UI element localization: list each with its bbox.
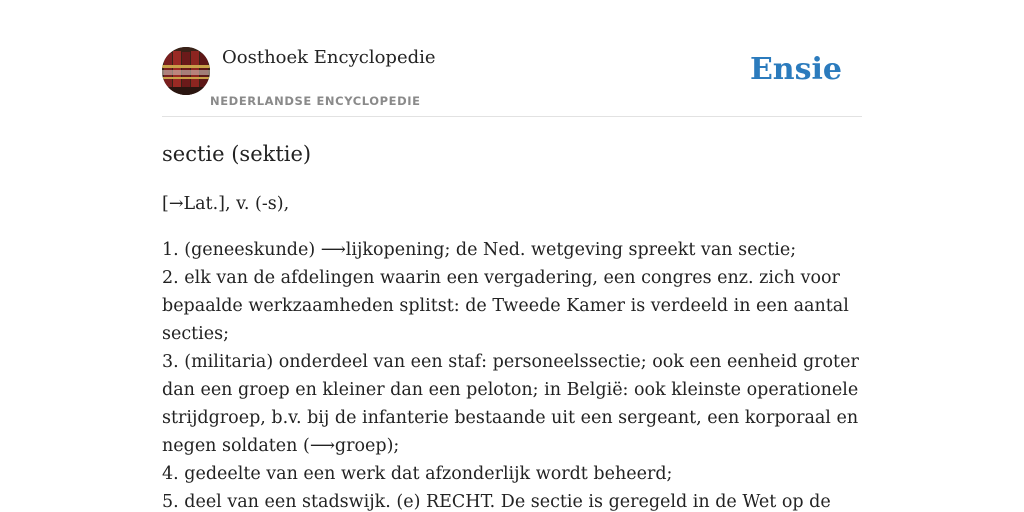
entry-etymology: [→Lat.], v. (-s), [162,194,290,214]
site-logo-avatar[interactable] [162,47,210,95]
entry-content [162,138,862,512]
definition-item: 2. elk van de afdelingen waarin een vergadering, een congres enz. zich voor bepaalde werkzaamheden splitst: de Tweede Kamer is verdeeld in een aantal secties; [162,268,849,344]
definition-item: 4. gedeelte van een werk dat afzonderlijk wordt beheerd; [162,464,673,484]
definition-item: 5. deel van een stadswijk. (e) RECHT. De sectie is geregeld in de Wet op de [162,492,831,512]
site-header [162,44,862,117]
site-subtitle: NEDERLANDSE ENCYCLOPEDIE [210,94,421,108]
definition-item: 3. (militaria) onderdeel van een staf: personeelssectie; ook een eenheid groter dan een groep en kleiner dan een peloton; in België: ook kleinste operationele strijdgroep, b.v. bij de infanterie bestaande uit een sergeant, een korporaal en negen soldaten (⟶groep); [162,352,859,456]
book-spines-icon [162,47,210,95]
ensie-brand-logo[interactable]: Ensie [749,52,842,87]
entry-title: sectie (sektie) [162,142,312,166]
site-title[interactable]: Oosthoek Encyclopedie [222,47,436,68]
definition-list [162,236,862,512]
definition-item: 1. (geneeskunde) ⟶lijkopening; de Ned. wetgeving spreekt van sectie; [162,240,797,260]
